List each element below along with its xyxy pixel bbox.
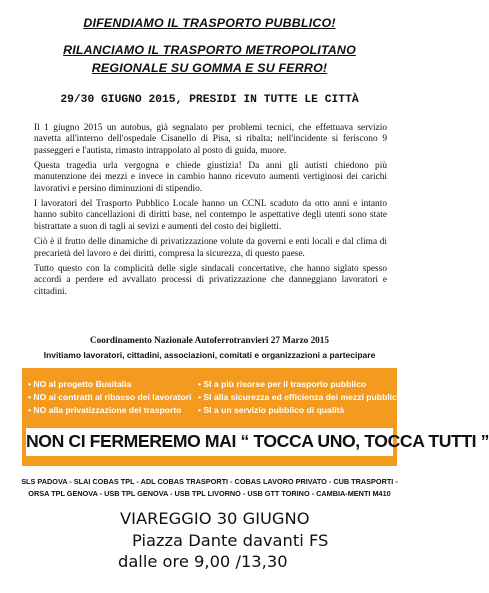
demand-si-item: • SI a un servizio pubblico di qualità bbox=[198, 405, 345, 415]
demand-no-item: • NO ai contratti al ribasso dei lavoratori bbox=[28, 392, 192, 402]
demands-no-list bbox=[28, 378, 191, 417]
paragraph: Questa tragedia urla vergogna e chiede giustizia! Da anni gli autisti chiedono più manutenzione dei mezzi e invece in cambio hanno ricevuto aumenti vertiginosi dei carichi lavorativi e persino diminuzioni di stipendio. bbox=[34, 161, 387, 194]
demand-si-item: • SI alla sicurezza ed efficienza dei mezzi pubblici bbox=[198, 392, 400, 402]
union-line: SLS PADOVA - SLAI COBAS TPL - ADL COBAS TRASPORTI - COBAS LAVORO PRIVATO - CUB TRASPORTI - bbox=[21, 477, 398, 486]
demands-si-list bbox=[198, 378, 399, 417]
paragraph: I lavoratori del Trasporto Pubblico Locale hanno un CCNL scaduto da otto anni e intanto hanno subito cancellazioni di diritti base, nel contempo le aspettative degli utenti sono state bistrattate a suon di tagli ai sevizi e aumenti del costo dei biglietti. bbox=[34, 199, 387, 232]
demand-no-item: • NO alla privatizzazione del trasporto bbox=[28, 405, 182, 415]
paragraph: Tutto questo con la complicità delle sigle sindacali concertative, che hanno siglato spesso accordi a perdere ed avvallato processi di privatizzazione che danneggiano lavoratori e cittadini. bbox=[34, 264, 387, 297]
demand-no-item: • NO al progetto Busitalia bbox=[28, 379, 132, 389]
union-line: ORSA TPL GENOVA - USB TPL GENOVA - USB TPL LIVORNO - USB GTT TORINO - CAMBIA-MENTI M410 bbox=[28, 489, 391, 498]
headline-regional-transport: REGIONALE SU GOMMA E SU FERRO! bbox=[91, 61, 328, 75]
coordination-signature: Coordinamento Nazionale Autoferrotranvieri 27 Marzo 2015 bbox=[90, 335, 329, 345]
slogan-text: NON CI FERMEREMO MAI “ TOCCA UNO, TOCCA TUTTI ” bbox=[26, 431, 489, 451]
paragraph: Il 1 giugno 2015 un autobus, già segnalato per problemi tecnici, che effettuava servizio navetta all'interno dell'ospedale Cisanello di Pisa, si ribalta; nell'incidente si feriscono 9 passeggeri e l'autista, rimasto intrappolato al posto di guida, muore. bbox=[34, 123, 387, 156]
subheading-dates: 29/30 GIUGNO 2015, PRESIDI IN TUTTE LE CITTÀ bbox=[60, 94, 359, 106]
event-hours: dalle ore 9,00 /13,30 bbox=[118, 552, 288, 571]
invitation-line: Invitiamo lavoratori, cittadini, associazioni, comitati e organizzazioni a partecipare bbox=[43, 350, 376, 360]
slogan-banner bbox=[26, 428, 489, 456]
headline-defend-public-transport: DIFENDIAMO IL TRASPORTO PUBBLICO! bbox=[83, 16, 336, 30]
demands-box bbox=[22, 368, 489, 466]
union-list bbox=[20, 476, 399, 500]
demand-si-item: • SI a più risorse per il trasporto pubblico bbox=[198, 379, 367, 389]
headline-relaunch-metro-transport: RILANCIAMO IL TRASPORTO METROPOLITANO bbox=[63, 43, 356, 57]
body-text bbox=[34, 123, 387, 302]
event-place: Piazza Dante davanti FS bbox=[132, 530, 329, 550]
event-details bbox=[118, 508, 378, 573]
paragraph: Ciò è il frutto delle dinamiche di privatizzazione volute da governi e enti locali e dal clima di precarietà del lavoro e dei diritti, compresa la sicurezza, di questo paese. bbox=[34, 237, 387, 259]
event-city-date: VIAREGGIO 30 GIUGNO bbox=[120, 509, 310, 528]
